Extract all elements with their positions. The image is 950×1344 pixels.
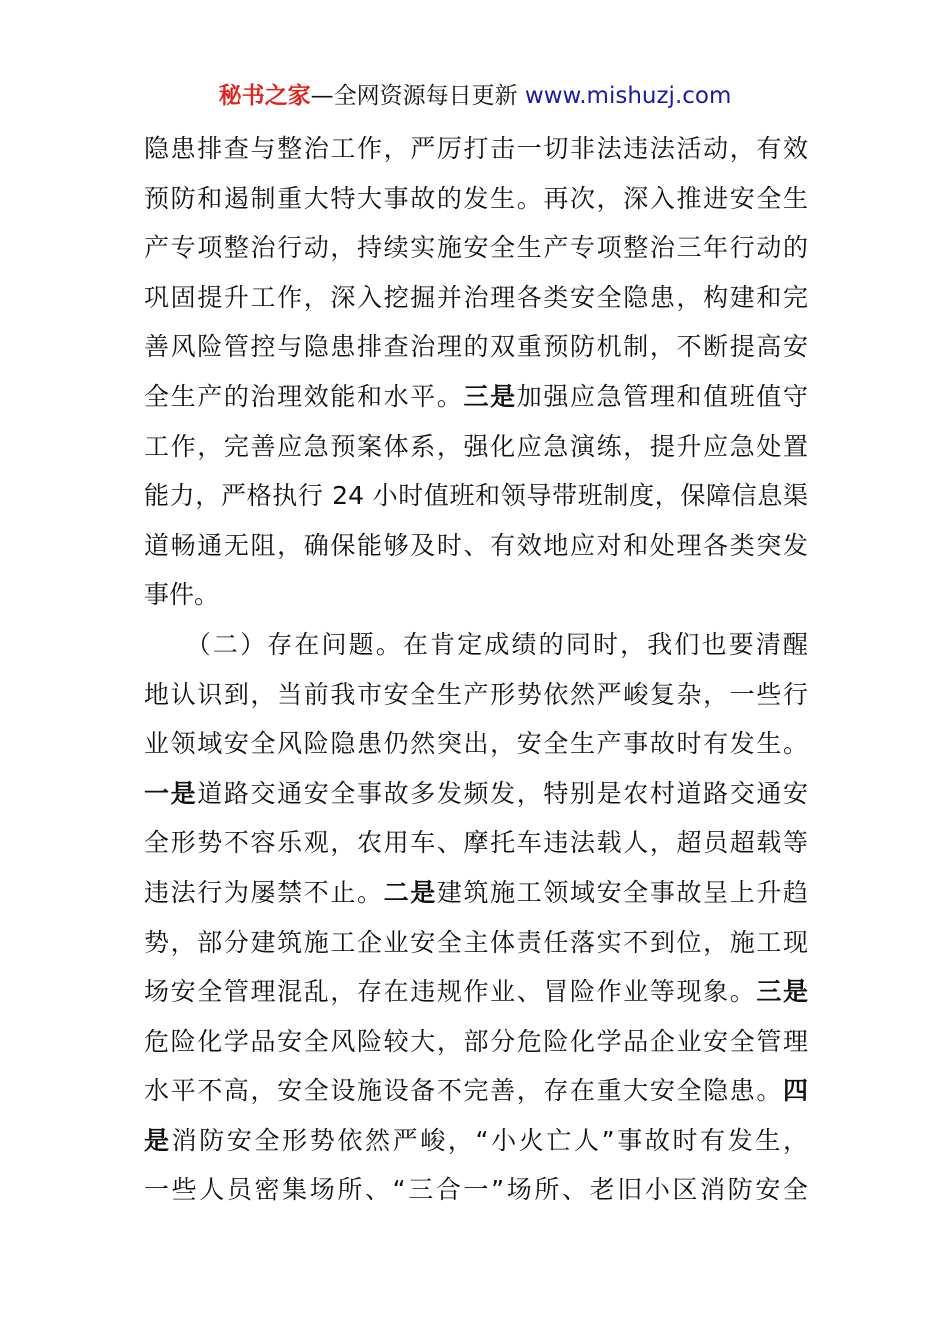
bold-marker: 四 [782, 1076, 808, 1106]
bold-marker: 三是 [756, 977, 808, 1007]
text: 违法行为屡禁不止。 [144, 877, 384, 907]
text: 能力，严格执行 24 小时值班和领导带班制度，保障信息渠 [144, 481, 808, 511]
text-line-3 [144, 223, 808, 273]
text: 水平不高，安全设施设备不完善，存在重大安全隐患。 [144, 1076, 783, 1106]
text: 预防和遏制重大特大事故的发生。再次，深入推进安全生 [144, 183, 808, 213]
text: 危险化学品安全风险较大，部分危险化学品企业安全管理 [144, 1026, 808, 1056]
text-line-16 [144, 868, 808, 918]
text-line-4 [144, 273, 808, 323]
header-url[interactable]: www.mishuzj.com [524, 83, 732, 109]
text-line-11 [144, 620, 808, 670]
bold-marker: 一是 [144, 778, 198, 808]
text: 巩固提升工作，深入挖掘并治理各类安全隐患，构建和完 [144, 282, 808, 312]
text: 地认识到，当前我市安全生产形势依然严峻复杂，一些行 [144, 679, 808, 709]
bold-marker: 二是 [383, 877, 437, 907]
text: 道路交通安全事故多发频发，特别是农村道路交通安 [197, 778, 808, 808]
text-line-12 [144, 670, 808, 720]
text: 业领域安全风险隐患仍然突出，安全生产事故时有发生。 [144, 729, 808, 759]
text-line-21 [144, 1116, 808, 1166]
text: 隐患排查与整治工作，严厉打击一切非法违法活动，有效 [144, 134, 808, 163]
document-body [144, 124, 808, 1215]
text-line-10 [144, 570, 808, 620]
bold-marker: 是 [144, 1125, 172, 1155]
text-line-20 [144, 1066, 808, 1116]
text: 产专项整治行动，持续实施安全生产专项整治三年行动的 [144, 233, 808, 263]
text-line-17 [144, 918, 808, 968]
text: 善风险管控与隐患排查治理的双重预防机制，不断提高安 [144, 332, 808, 362]
brand-name: 秘书之家 [218, 83, 311, 109]
text: （二）存在问题。在肯定成绩的同时，我们也要清醒 [144, 629, 808, 659]
text-line-8 [144, 471, 808, 521]
text-line-19 [144, 1017, 808, 1067]
page-header [0, 80, 950, 112]
text: 加强应急管理和值班值守 [516, 381, 808, 411]
text: 建筑施工领域安全事故呈上升趋 [436, 877, 808, 907]
text: 全生产的治理效能和水平。 [144, 381, 464, 411]
text-line-14 [144, 769, 808, 819]
text-line-13 [144, 719, 808, 769]
text: 消防安全形势依然严峻，“小火亡人”事故时有发生， [171, 1125, 808, 1155]
header-separator: — [310, 83, 334, 109]
text: 场安全管理混乱，存在违规作业、冒险作业等现象。 [144, 977, 757, 1007]
text: 道畅通无阻，确保能够及时、有效地应对和处理各类突发 [144, 530, 808, 560]
text-line-7 [144, 422, 808, 472]
text: 事件。 [144, 580, 220, 610]
text: 一些人员密集场所、“三合一”场所、老旧小区消防安全 [144, 1175, 808, 1205]
text-line-1 [144, 124, 808, 174]
header-tagline: 全网资源每日更新 [333, 83, 518, 109]
text-line-2 [144, 174, 808, 224]
text-line-6 [144, 372, 808, 422]
text-line-9 [144, 521, 808, 571]
text-line-15 [144, 818, 808, 868]
text: 全形势不容乐观，农用车、摩托车违法载人，超员超载等 [144, 828, 808, 858]
bold-marker: 三是 [463, 381, 517, 411]
text-line-18 [144, 967, 808, 1017]
text: 工作，完善应急预案体系，强化应急演练，提升应急处置 [144, 431, 808, 461]
text-line-5 [144, 322, 808, 372]
text-line-22 [144, 1165, 808, 1215]
text: 势，部分建筑施工企业安全主体责任落实不到位，施工现 [144, 927, 808, 957]
